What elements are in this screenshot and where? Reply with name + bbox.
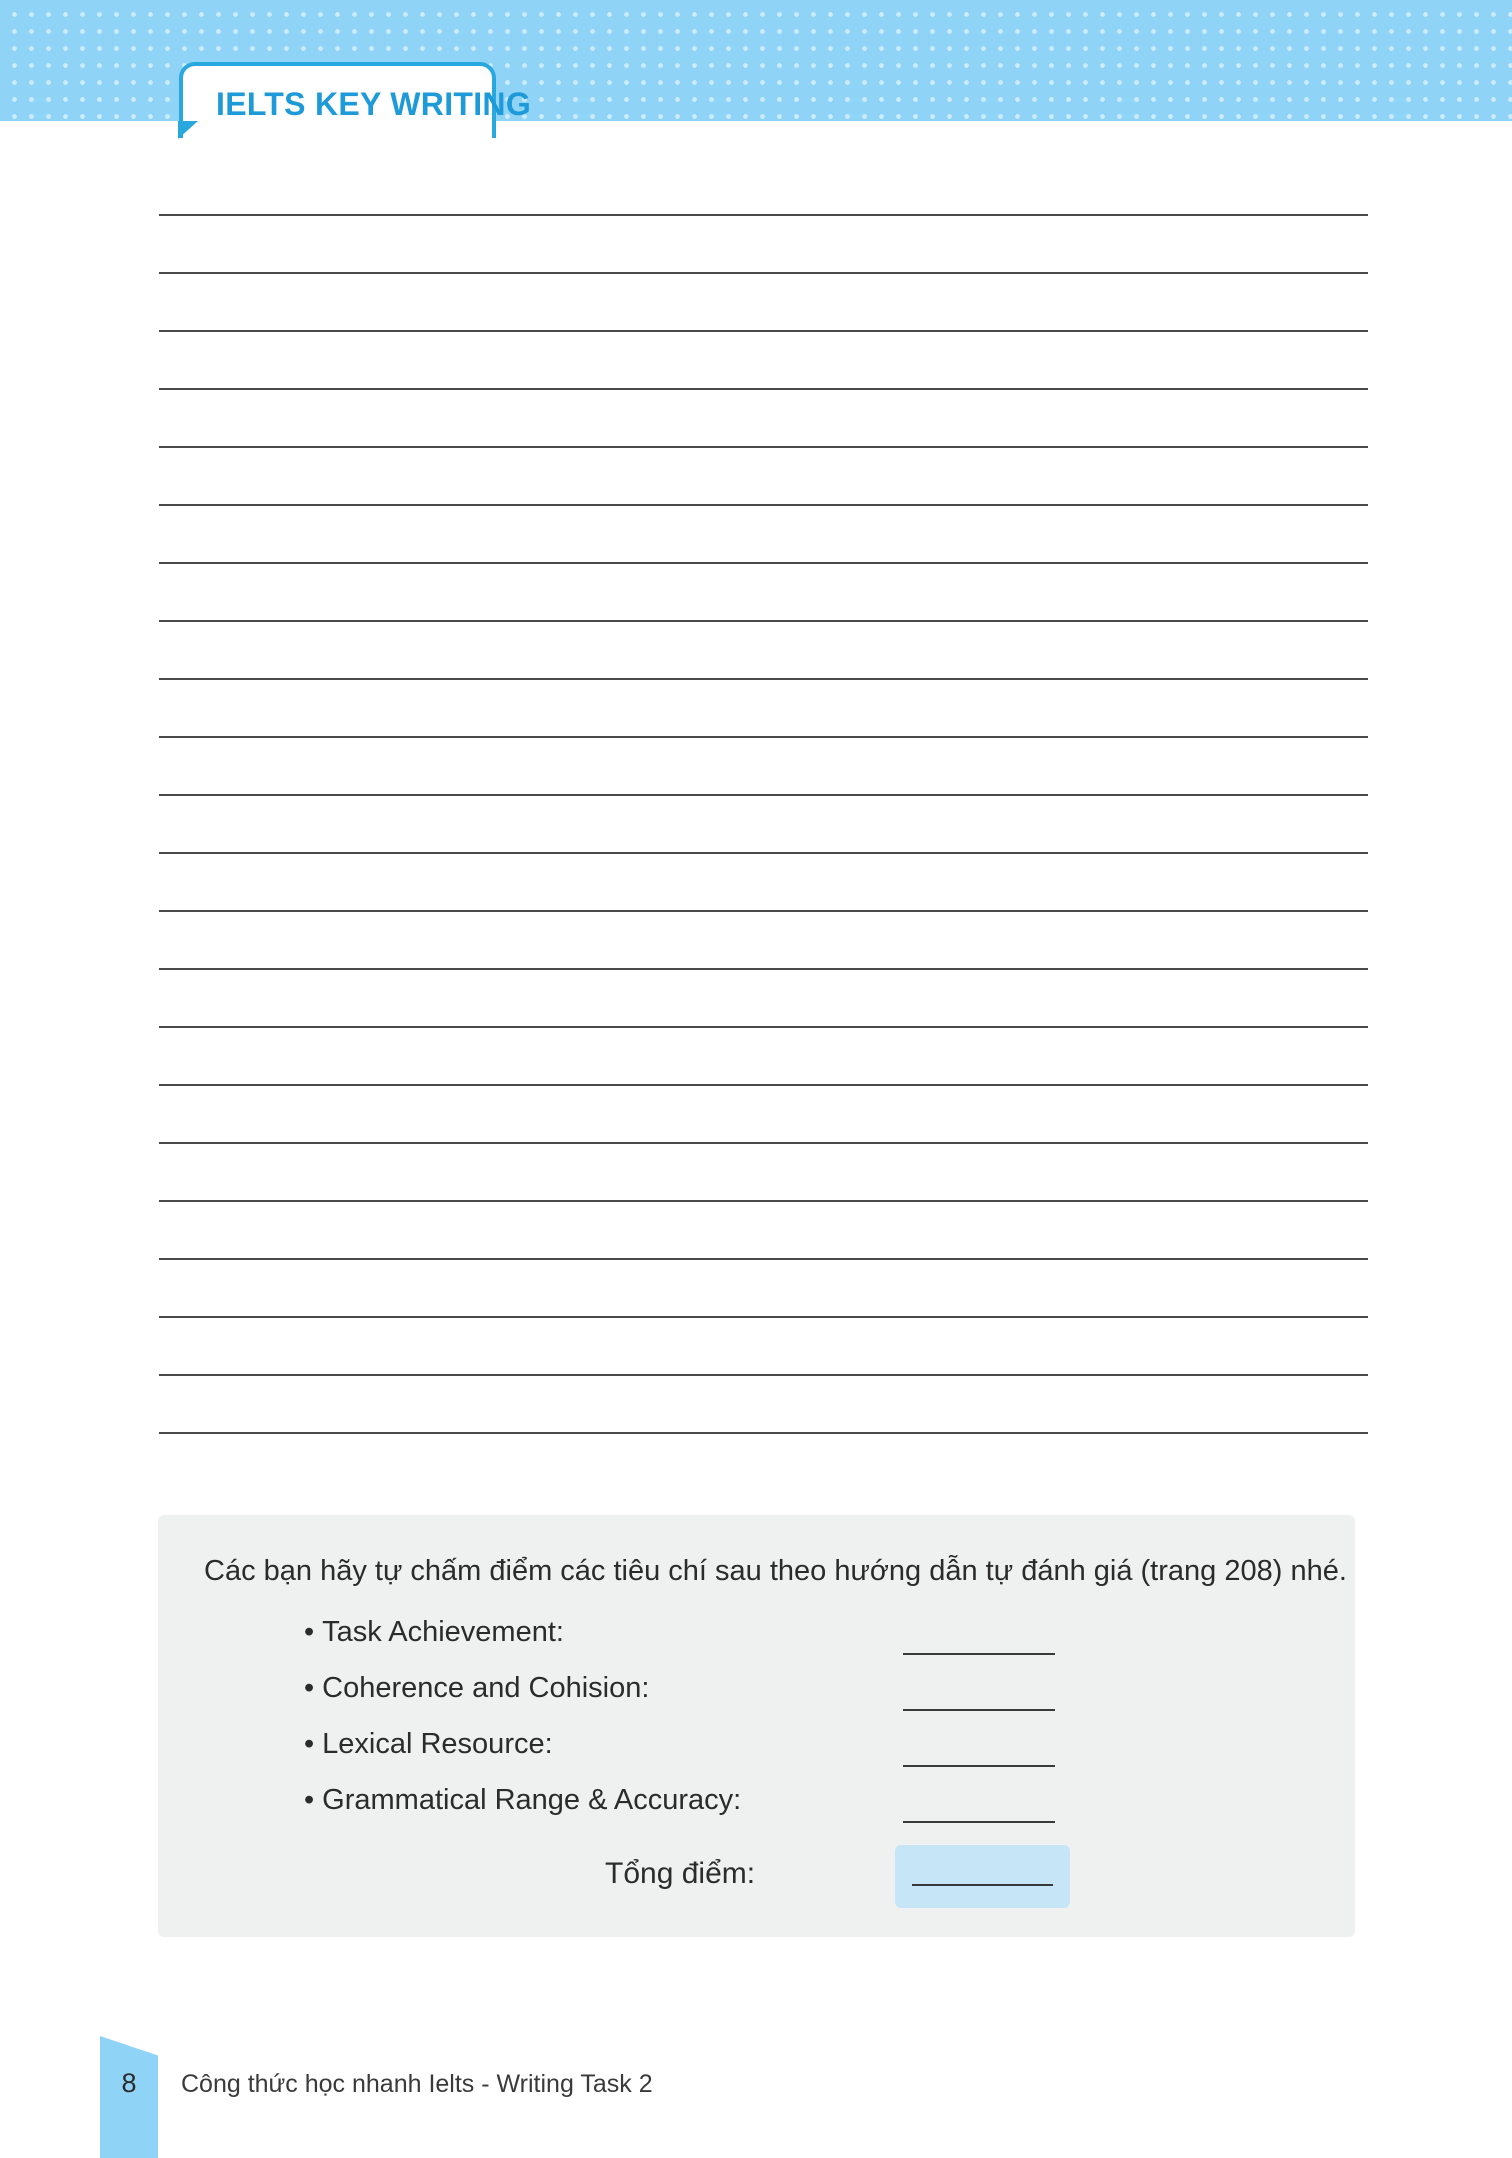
writing-line[interactable] (159, 852, 1368, 854)
criterion-label: Grammatical Range & Accuracy: (322, 1784, 742, 1816)
writing-line[interactable] (159, 1084, 1368, 1086)
writing-line[interactable] (159, 1316, 1368, 1318)
score-blank-task-achievement[interactable] (903, 1653, 1055, 1655)
criterion-label: Task Achievement: (322, 1616, 564, 1648)
header-title: IELTS KEY WRITING (216, 86, 532, 122)
bullet-icon: • (304, 1784, 315, 1816)
score-blank-grammatical-range[interactable] (903, 1821, 1055, 1823)
writing-line[interactable] (159, 1026, 1368, 1028)
writing-line[interactable] (159, 736, 1368, 738)
writing-line[interactable] (159, 794, 1368, 796)
assessment-intro: Các bạn hãy tự chấm điểm các tiêu chí sau theo hướng dẫn tự đánh giá (trang 208) nhé. (204, 1555, 1347, 1587)
footer-book-title: Công thức học nhanh Ielts - Writing Task 2 (181, 2070, 653, 2098)
writing-line[interactable] (159, 1374, 1368, 1376)
writing-line[interactable] (159, 1258, 1368, 1260)
writing-line[interactable] (159, 214, 1368, 216)
writing-line[interactable] (159, 1142, 1368, 1144)
total-score-field[interactable] (895, 1845, 1070, 1908)
writing-line[interactable] (159, 272, 1368, 274)
bullet-icon: • (304, 1728, 315, 1760)
self-assessment-box (158, 1515, 1355, 1937)
writing-line[interactable] (159, 968, 1368, 970)
bullet-icon: • (304, 1616, 315, 1648)
criterion-lexical-resource (304, 1728, 553, 1761)
total-score-label: Tổng điểm: (605, 1857, 756, 1890)
total-score-blank[interactable] (912, 1884, 1053, 1886)
writing-line[interactable] (159, 330, 1368, 332)
writing-line[interactable] (159, 388, 1368, 390)
writing-line[interactable] (159, 1432, 1368, 1434)
writing-line[interactable] (159, 1200, 1368, 1202)
criterion-coherence-cohesion (304, 1672, 649, 1705)
writing-line[interactable] (159, 678, 1368, 680)
writing-line[interactable] (159, 910, 1368, 912)
writing-line[interactable] (159, 620, 1368, 622)
score-blank-coherence-cohesion[interactable] (903, 1709, 1055, 1711)
criterion-grammatical-range (304, 1784, 741, 1817)
writing-line[interactable] (159, 504, 1368, 506)
header-tab-fold (178, 121, 198, 139)
criterion-task-achievement (304, 1616, 564, 1649)
page-number: 8 (121, 2068, 137, 2098)
criterion-label: Coherence and Cohision: (322, 1672, 650, 1704)
writing-line[interactable] (159, 446, 1368, 448)
score-blank-lexical-resource[interactable] (903, 1765, 1055, 1767)
bullet-icon: • (304, 1672, 315, 1704)
criterion-label: Lexical Resource: (322, 1728, 553, 1760)
writing-line[interactable] (159, 562, 1368, 564)
